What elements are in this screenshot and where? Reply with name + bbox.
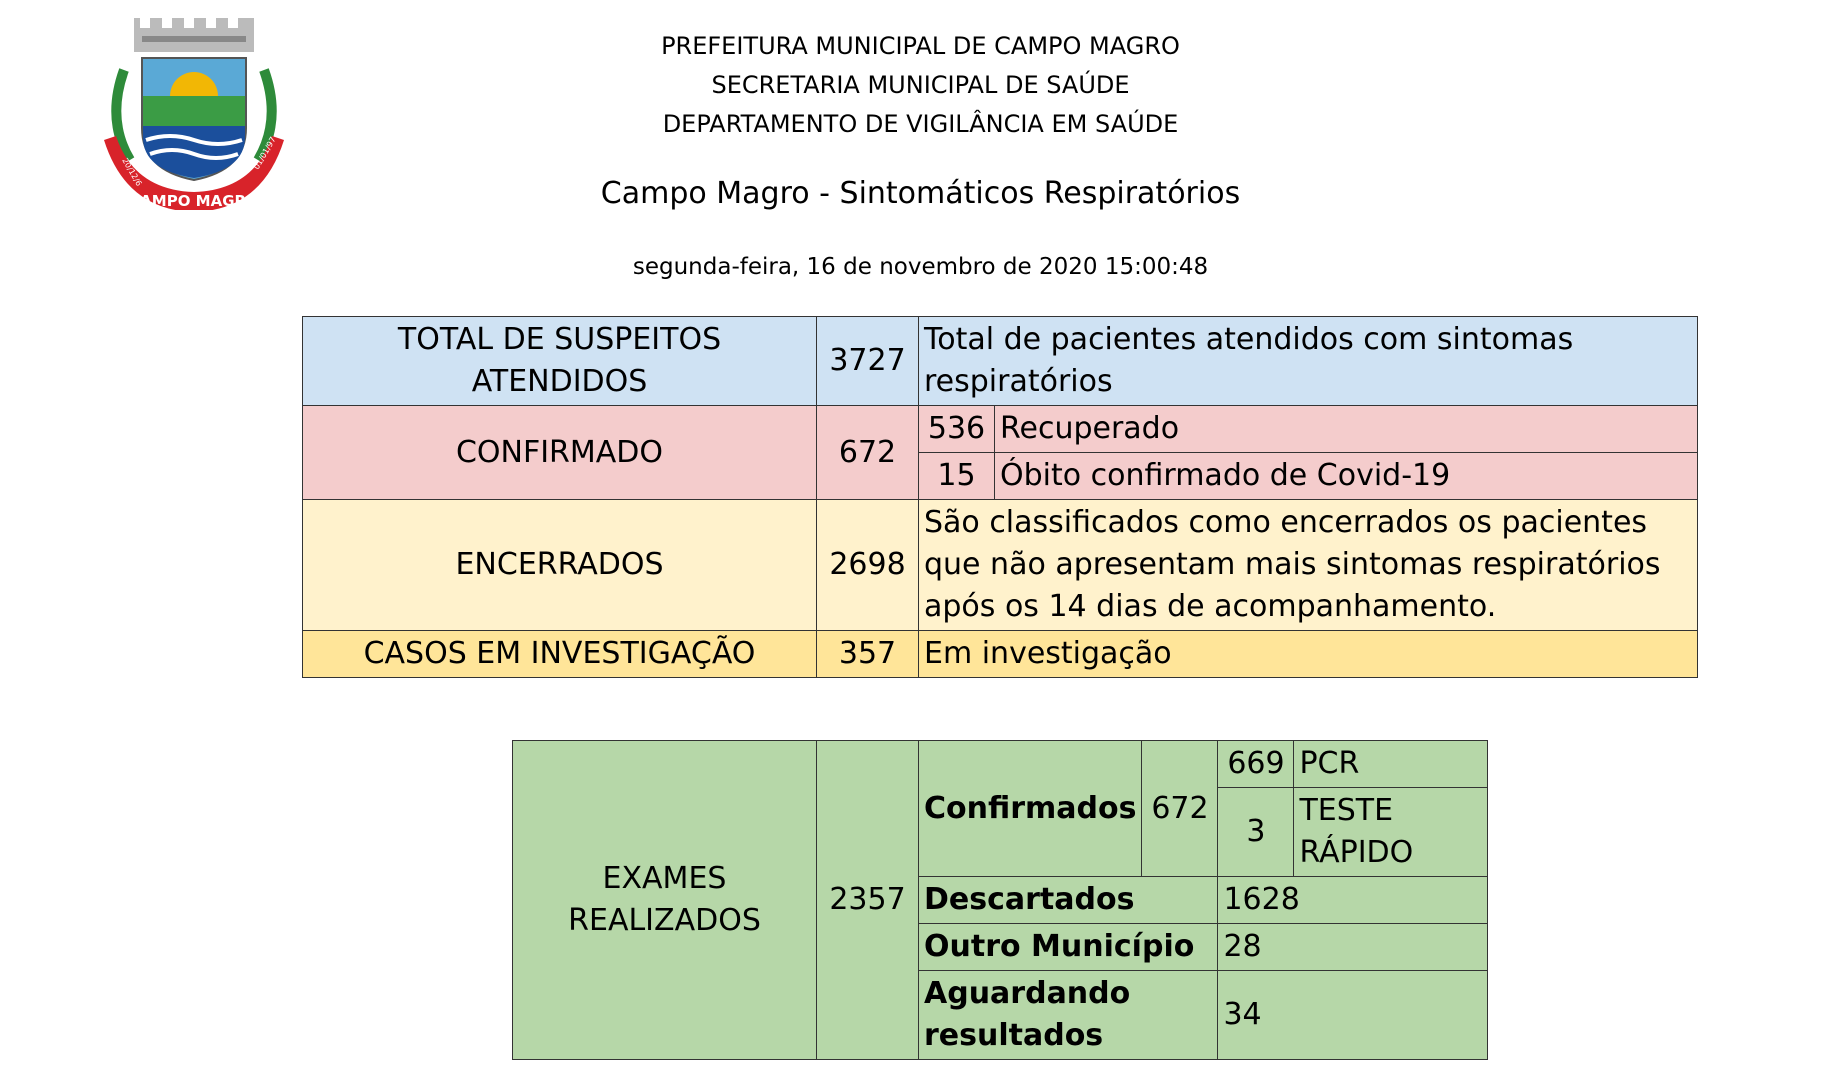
total-value: 3727 xyxy=(817,317,919,406)
exams-table xyxy=(512,740,1488,1060)
exams-confirmed-label: Confirmados xyxy=(919,741,1142,877)
crest-left-year: 20/12/6 xyxy=(120,156,144,188)
closed-value: 2698 xyxy=(817,500,919,631)
summary-table xyxy=(302,316,1698,678)
awaiting-value: 34 xyxy=(1218,971,1488,1060)
table-row-pcr xyxy=(513,741,1488,788)
table-row-investigating xyxy=(303,631,1698,678)
document-header xyxy=(0,27,1841,144)
total-description: Total de pacientes atendidos com sintomas respiratórios xyxy=(919,317,1698,406)
exams-label: EXAMES REALIZADOS xyxy=(513,741,817,1060)
pcr-label: PCR xyxy=(1294,741,1488,788)
investigating-description: Em investigação xyxy=(919,631,1698,678)
awaiting-label: Aguardando resultados xyxy=(919,971,1218,1060)
closed-label: ENCERRADOS xyxy=(303,500,817,631)
header-departamento: DEPARTAMENTO DE VIGILÂNCIA EM SAÚDE xyxy=(662,110,1179,138)
header-prefeitura: PREFEITURA MUNICIPAL DE CAMPO MAGRO xyxy=(661,32,1180,60)
crest-right-year: 01/01/97 xyxy=(251,135,278,171)
recovered-value: 536 xyxy=(919,406,995,453)
confirmed-label: CONFIRMADO xyxy=(303,406,817,500)
crest-banner-text: CAMPO MAGRO xyxy=(129,192,259,210)
table-row-confirmed xyxy=(303,406,1698,453)
deaths-label: Óbito confirmado de Covid-19 xyxy=(995,453,1698,500)
table-row-closed xyxy=(303,500,1698,631)
exams-confirmed-value: 672 xyxy=(1142,741,1218,877)
exams-total: 2357 xyxy=(817,741,919,1060)
total-label: TOTAL DE SUSPEITOS ATENDIDOS xyxy=(303,317,817,406)
rapid-value: 3 xyxy=(1218,788,1294,877)
report-title: Campo Magro - Sintomáticos Respiratórios xyxy=(600,176,1241,211)
discarded-value: 1628 xyxy=(1218,877,1488,924)
header-secretaria: SECRETARIA MUNICIPAL DE SAÚDE xyxy=(711,71,1130,99)
confirmed-value: 672 xyxy=(817,406,919,500)
other-municipality-value: 28 xyxy=(1218,924,1488,971)
report-timestamp: segunda-feira, 16 de novembro de 2020 15:00:48 xyxy=(632,254,1209,280)
recovered-label: Recuperado xyxy=(995,406,1698,453)
table-row-total xyxy=(303,317,1698,406)
discarded-label: Descartados xyxy=(919,877,1218,924)
pcr-value: 669 xyxy=(1218,741,1294,788)
other-municipality-label: Outro Município xyxy=(919,924,1218,971)
rapid-label: TESTE RÁPIDO xyxy=(1294,788,1488,877)
investigating-value: 357 xyxy=(817,631,919,678)
investigating-label: CASOS EM INVESTIGAÇÃO xyxy=(303,631,817,678)
deaths-value: 15 xyxy=(919,453,995,500)
closed-description: São classificados como encerrados os pacientes que não apresentam mais sintomas respiratórios após os 14 dias de acompanhamento. xyxy=(919,500,1698,631)
